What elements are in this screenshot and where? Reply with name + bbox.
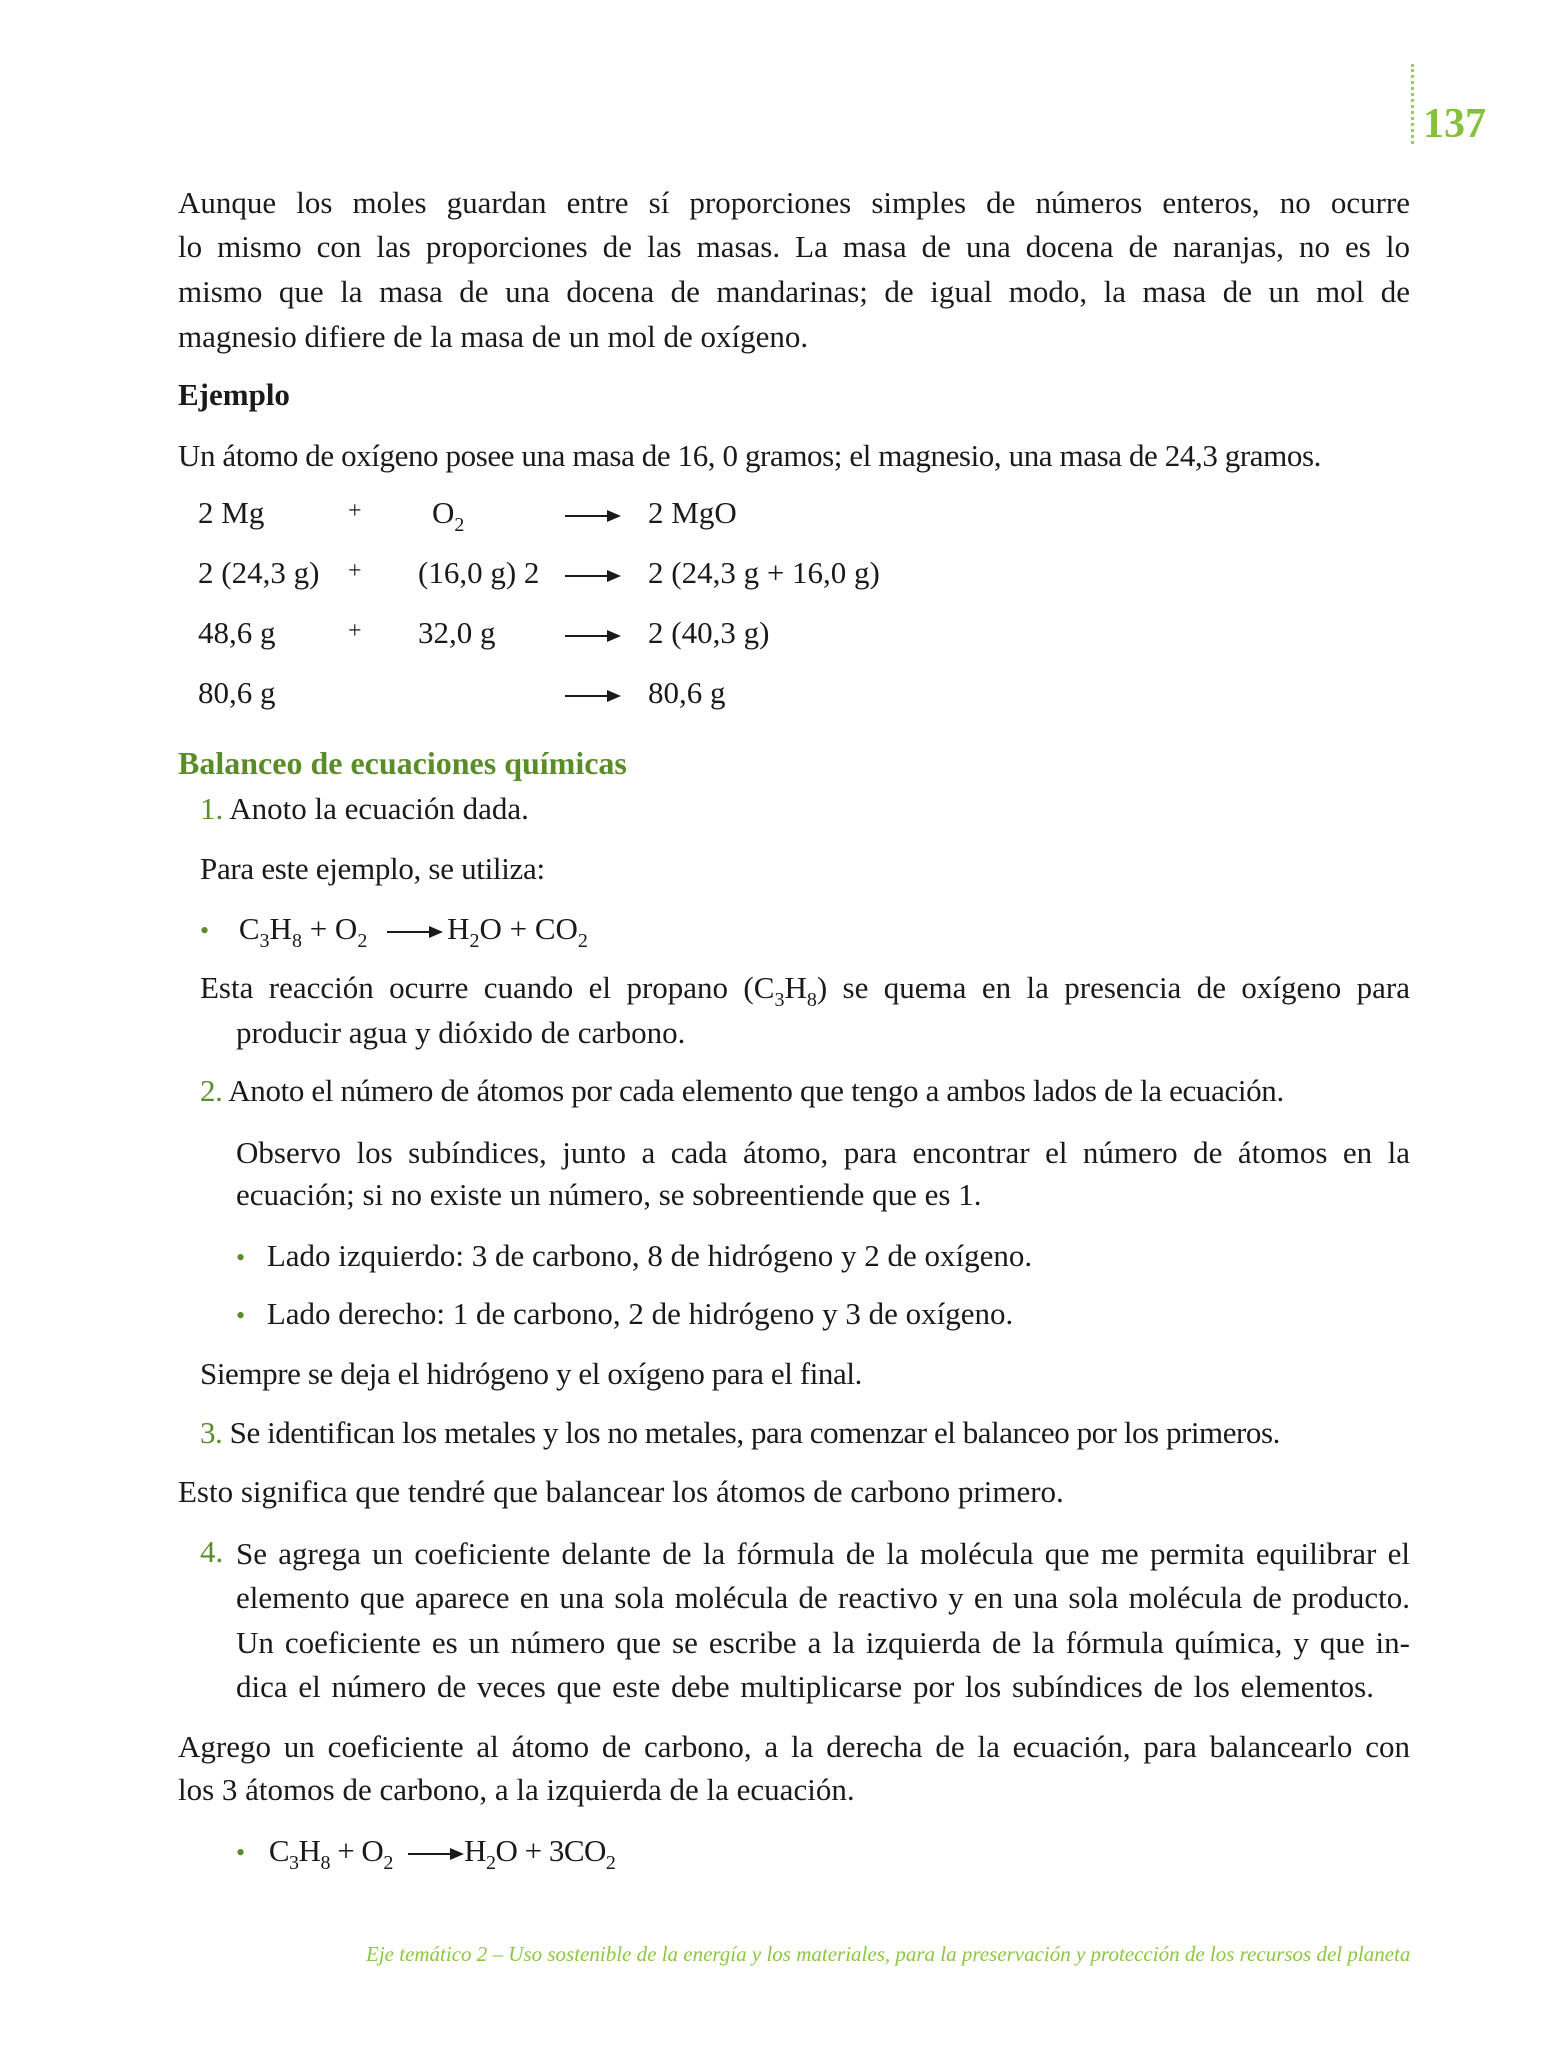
arrow-icon	[408, 1848, 464, 1860]
equation-1	[200, 911, 588, 952]
eq-reactant-1: 2 (24,3 g)	[198, 555, 320, 590]
subscript: 8	[806, 989, 817, 1011]
step-4-line-4: dica el número de veces que este debe multiplicarse por los subíndices de los elementos.	[236, 1669, 1374, 1704]
intro-line-2: lo mismo con las proporciones de las masas. La masa de una docena de naranjas, no es lo	[178, 229, 1410, 264]
eq-reactant-1: 80,6 g	[198, 675, 276, 710]
step-4-line-1: Se agrega un coeficiente delante de la fórmula de la molécula que me permita equilibrar el	[236, 1536, 1410, 1571]
intro-line-4: magnesio difiere de la masa de un mol de oxígeno.	[178, 319, 809, 354]
subscript: 8	[320, 1852, 330, 1874]
list-item-text: Lado izquierdo: 3 de carbono, 8 de hidrógeno y 2 de oxígeno.	[266, 1238, 1033, 1273]
subscript: 2	[605, 1852, 616, 1874]
arrow-icon	[387, 926, 443, 938]
formula-part: + O	[329, 1833, 384, 1868]
step-number: 3.	[200, 1415, 223, 1450]
arrow-icon	[565, 495, 621, 531]
text-part: H	[784, 970, 807, 1005]
eq-plus: +	[348, 498, 362, 524]
subscript: 3	[289, 1852, 299, 1874]
page-number-divider	[1411, 64, 1414, 144]
eq-subscript: 2	[454, 514, 465, 536]
step-text: Anoto el número de átomos por cada elemento que tengo a ambos lados de la ecuación.	[228, 1073, 1284, 1108]
example-title: Ejemplo	[178, 377, 290, 412]
arrow-icon	[565, 615, 621, 651]
bullet-icon: •	[236, 1243, 246, 1272]
formula-part: H	[298, 1833, 321, 1868]
step-number: 2.	[200, 1073, 223, 1108]
bullet-icon: •	[236, 1301, 246, 1330]
step-1	[200, 793, 529, 824]
formula-part: O + CO	[479, 911, 578, 946]
arrow-icon	[565, 555, 621, 591]
equation-2	[236, 1833, 616, 1874]
subscript: 2	[469, 930, 480, 952]
formula-part: H	[447, 911, 470, 946]
eq-reactant-1: 2 Mg	[198, 495, 265, 530]
intro-line-3: mismo que la masa de una docena de mandarinas; de igual modo, la masa de un mol de	[178, 274, 1410, 309]
step-number: 1.	[200, 791, 224, 826]
list-item-text: Lado derecho: 1 de carbono, 2 de hidrógeno y 3 de oxígeno.	[266, 1296, 1014, 1331]
reaction-line-2: producir agua y dióxido de carbono.	[236, 1015, 686, 1050]
formula	[238, 911, 588, 952]
siempre-text: Siempre se deja el hidrógeno y el oxígeno para el final.	[200, 1356, 862, 1391]
formula-part: C	[268, 1833, 290, 1868]
page-number: 137	[1423, 101, 1486, 147]
subscript: 3	[259, 930, 270, 952]
subscript: 2	[357, 930, 368, 952]
step-4-line-2: elemento que aparece en una sola molécula de reactivo y en una sola molécula de producto.	[236, 1580, 1410, 1615]
intro-line-1: Aunque los moles guardan entre sí proporciones simples de números enteros, no ocurre	[178, 185, 1410, 220]
step-4-line-3: Un coeficiente es un número que se escribe a la izquierda de la fórmula química, y que in-	[236, 1625, 1410, 1660]
section-heading: Balanceo de ecuaciones químicas	[178, 745, 627, 781]
esto-text: Esto significa que tendré que balancear los átomos de carbono primero.	[178, 1474, 1064, 1509]
bullet-icon: •	[236, 1838, 246, 1867]
eq-product: 2 (24,3 g + 16,0 g)	[648, 555, 880, 590]
footer-text: Eje temático 2 – Uso sostenible de la energía y los materiales, para la preservación y protección de los recursos del planeta	[366, 1942, 1411, 1966]
formula-part: + O	[301, 911, 358, 946]
step-2	[200, 1075, 1284, 1106]
text-part: Esta reacción ocurre cuando el propano (C	[200, 970, 775, 1005]
formula	[268, 1833, 616, 1874]
eq-reactant-2: (16,0 g) 2	[418, 555, 540, 590]
observo-line-1: Observo los subíndices, junto a cada átomo, para encontrar el número de átomos en la	[236, 1135, 1410, 1170]
formula-part: O + 3CO	[495, 1833, 606, 1868]
step-text: Se identifican los metales y los no metales, para comenzar el balanceo por los primeros.	[229, 1415, 1280, 1450]
formula-part: H	[269, 911, 292, 946]
eq-reactant-2	[432, 495, 465, 536]
subscript: 2	[577, 930, 588, 952]
step-3	[200, 1417, 1280, 1448]
text-part: ) se quema en la presencia de oxígeno para	[816, 970, 1411, 1005]
formula-part: C	[238, 911, 260, 946]
subscript: 2	[485, 1852, 496, 1874]
step-text: Anoto la ecuación dada.	[229, 791, 529, 826]
bullet-icon: •	[200, 916, 210, 945]
eq-product: 2 (40,3 g)	[648, 615, 770, 650]
step-number: 4.	[200, 1534, 224, 1569]
example-intro: Para este ejemplo, se utiliza:	[200, 851, 545, 886]
eq-reactant-2: 32,0 g	[418, 615, 496, 650]
eq-reactant-1: 48,6 g	[198, 615, 276, 650]
observo-line-2: ecuación; si no existe un número, se sobreentiende que es 1.	[236, 1177, 982, 1212]
subscript: 8	[291, 930, 302, 952]
eq-plus: +	[348, 558, 362, 584]
list-item	[236, 1298, 1013, 1329]
eq-plus: +	[348, 618, 362, 644]
arrow-icon	[565, 675, 621, 711]
subscript: 2	[383, 1852, 393, 1874]
agrego-line-2: los 3 átomos de carbono, a la izquierda de la ecuación.	[178, 1772, 855, 1807]
eq-reactant-2-symbol: O	[432, 495, 455, 530]
list-item	[236, 1240, 1032, 1271]
subscript: 3	[774, 989, 785, 1011]
example-statement: Un átomo de oxígeno posee una masa de 16, 0 gramos; el magnesio, una masa de 24,3 gramos.	[178, 438, 1321, 473]
eq-product: 2 MgO	[648, 495, 737, 530]
eq-product: 80,6 g	[648, 675, 726, 710]
agrego-line-1: Agrego un coeficiente al átomo de carbono, a la derecha de la ecuación, para balancearlo con	[178, 1729, 1410, 1764]
reaction-line-1	[200, 970, 1411, 1011]
formula-part: H	[464, 1833, 486, 1868]
